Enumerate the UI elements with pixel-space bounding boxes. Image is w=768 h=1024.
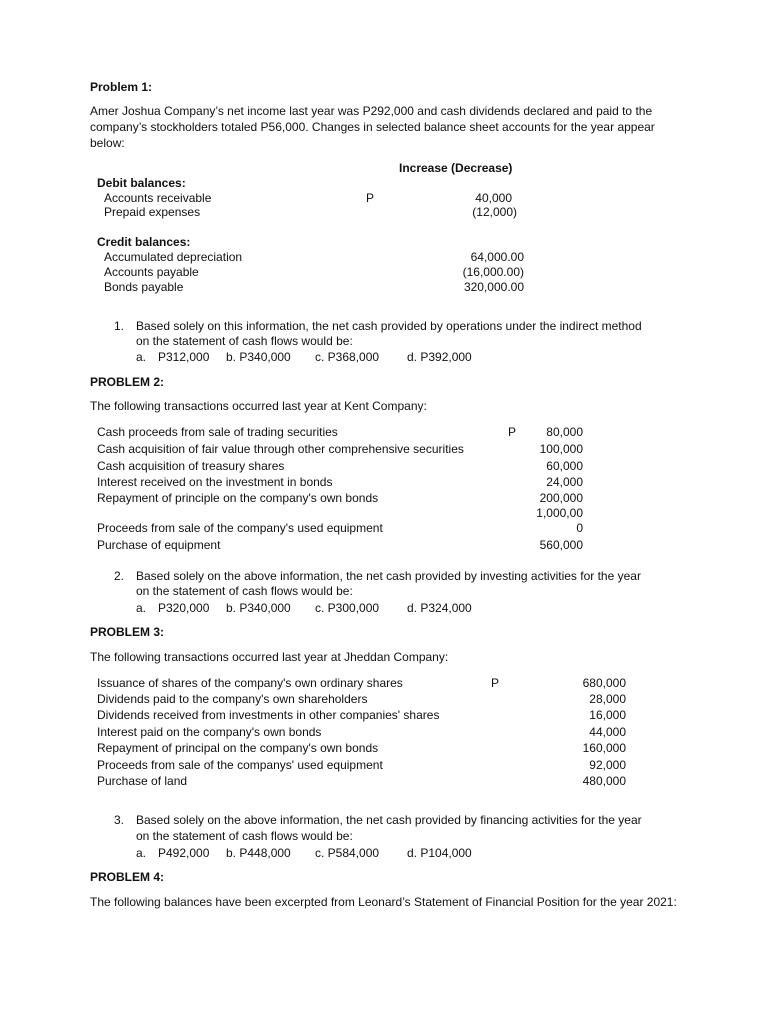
transaction-value: 560,000 (539, 538, 583, 552)
question-text: on the statement of cash flows would be: (136, 829, 353, 843)
question-text: Based solely on this information, the net cash provided by operations under the indirect method (136, 319, 642, 333)
transaction-name: Cash acquisition of treasury shares (97, 459, 285, 473)
credit-row-name: Bonds payable (104, 280, 184, 294)
currency-symbol: P (508, 425, 517, 439)
problem-3-heading: PROBLEM 3: (90, 625, 165, 639)
question-text: Based solely on the above information, the net cash provided by investing activities for the year (136, 569, 641, 583)
problem-4-heading: PROBLEM 4: (90, 870, 165, 884)
currency-symbol: P (366, 191, 375, 205)
transaction-value: 1,000,00 (536, 506, 583, 520)
debit-row-name: Prepaid expenses (104, 205, 201, 219)
credit-row-name: Accumulated depreciation (104, 250, 243, 264)
question-text: Based solely on the above information, the net cash provided by financing activities for the year (136, 813, 642, 827)
question-text: on the statement of cash flows would be: (136, 584, 353, 598)
question-number: 2. (114, 569, 125, 583)
choice-letter: a. (136, 846, 147, 860)
debit-row-name: Accounts receivable (104, 191, 212, 205)
transaction-value: 100,000 (539, 442, 583, 456)
debit-balances-label: Debit balances: (97, 176, 186, 190)
debit-row-value: (12,000) (472, 205, 517, 219)
transaction-value: 44,000 (589, 725, 626, 739)
choice-c: c. P584,000 (315, 846, 380, 860)
transaction-value: 80,000 (546, 425, 583, 439)
choice-letter: a. (136, 350, 147, 364)
choice-c: c. P368,000 (315, 350, 380, 364)
transaction-value: 680,000 (582, 676, 626, 690)
transaction-value: 24,000 (546, 475, 583, 489)
transaction-name: Cash proceeds from sale of trading securities (97, 425, 338, 439)
transaction-value: 28,000 (589, 692, 626, 706)
transaction-name: Purchase of equipment (97, 538, 221, 552)
transaction-name: Dividends received from investments in other companies' shares (97, 708, 440, 722)
problem-1-column-header: Increase (Decrease) (399, 161, 513, 175)
choice-d: d. P392,000 (407, 350, 472, 364)
question-number: 3. (114, 813, 125, 827)
question-text: on the statement of cash flows would be: (136, 334, 353, 348)
transaction-value: 200,000 (539, 491, 583, 505)
transaction-name: Cash acquisition of fair value through other comprehensive securities (97, 442, 464, 456)
choice-b: b. P340,000 (226, 601, 291, 615)
choice-d: d. P324,000 (407, 601, 472, 615)
credit-row-name: Accounts payable (104, 265, 199, 279)
choice-a: P312,000 (158, 350, 210, 364)
transaction-value: 0 (576, 521, 583, 535)
choice-b: b. P448,000 (226, 846, 291, 860)
problem-2-heading: PROBLEM 2: (90, 375, 165, 389)
transaction-name: Proceeds from sale of the companys' used equipment (97, 758, 383, 772)
transaction-name: Interest received on the investment in bonds (97, 475, 333, 489)
choice-d: d. P104,000 (407, 846, 472, 860)
transaction-name: Issuance of shares of the company's own ordinary shares (97, 676, 403, 690)
transaction-name: Purchase of land (97, 774, 188, 788)
credit-row-value: 64,000.00 (470, 250, 524, 264)
credit-row-value: (16,000.00) (462, 265, 524, 279)
transaction-value: 60,000 (546, 459, 583, 473)
debit-row-value: 40,000 (475, 191, 512, 205)
transaction-name: Interest paid on the company's own bonds (97, 725, 322, 739)
choice-a: P320,000 (158, 601, 210, 615)
choice-a: P492,000 (158, 846, 210, 860)
problem-2-intro: The following transactions occurred last year at Kent Company: (90, 399, 427, 413)
transaction-name: Proceeds from sale of the company's used equipment (97, 521, 383, 535)
transaction-value: 92,000 (589, 758, 626, 772)
transaction-value: 160,000 (582, 741, 626, 755)
transaction-name: Dividends paid to the company's own shareholders (97, 692, 368, 706)
problem-3-intro: The following transactions occurred last year at Jheddan Company: (90, 650, 449, 664)
transaction-name: Repayment of principle on the company's own bonds (97, 491, 379, 505)
credit-balances-label: Credit balances: (97, 235, 191, 249)
problem-4-intro: The following balances have been excerpted from Leonard’s Statement of Financial Position for the year 2021: (90, 895, 677, 909)
choice-c: c. P300,000 (315, 601, 380, 615)
problem-1-intro: Amer Joshua Company’s net income last year was P292,000 and cash dividends declared and paid to the company’s stockholders totaled P56,000. Changes in selected balance sheet accounts for the year appear below: (90, 104, 655, 150)
choice-letter: a. (136, 601, 147, 615)
credit-row-value: 320,000.00 (463, 280, 524, 294)
transaction-value: 16,000 (589, 708, 626, 722)
transaction-name: Repayment of principal on the company's own bonds (97, 741, 379, 755)
question-number: 1. (114, 319, 125, 333)
problem-1-heading: Problem 1: (90, 80, 153, 94)
currency-symbol: P (491, 676, 500, 690)
choice-b: b. P340,000 (226, 350, 291, 364)
transaction-value: 480,000 (582, 774, 626, 788)
